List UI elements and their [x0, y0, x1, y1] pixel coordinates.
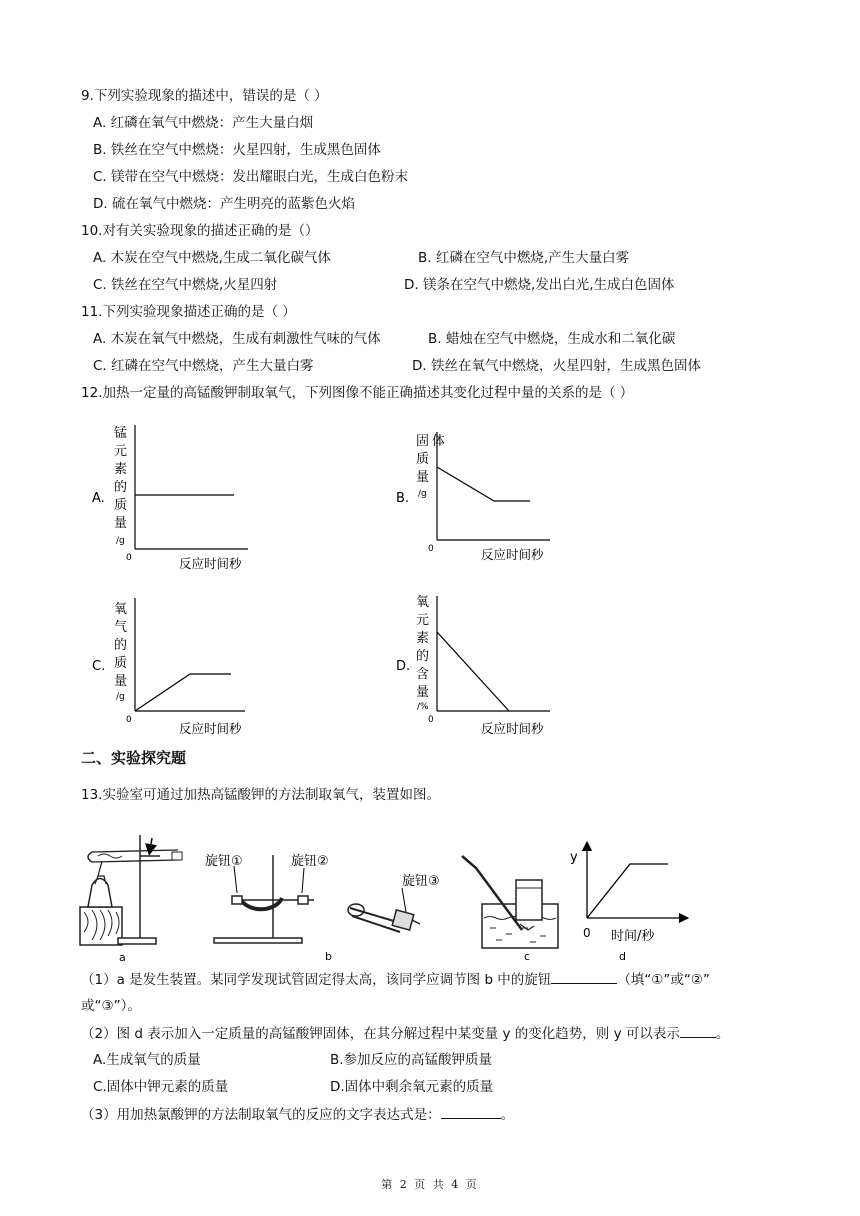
- svg-text:锰: 锰: [114, 426, 128, 441]
- knob3-label: 旋钮③: [402, 874, 440, 889]
- graph-c-ylabel: [114, 602, 127, 702]
- svg-text:/g: /g: [418, 489, 427, 499]
- graph-13d-origin: 0: [583, 926, 591, 940]
- section-title: 二、实验探究题: [81, 749, 187, 767]
- q10-option-d: D. 镁条在空气中燃烧,发出白光,生成白色固体: [404, 277, 675, 293]
- q13-stem: 13.实验室可通过加热高锰酸钾的方法制取氧气，装置如图。: [81, 787, 440, 803]
- svg-text:氧: 氧: [114, 602, 128, 617]
- q13-part1-choice: （填“①”或“②”: [617, 972, 710, 988]
- svg-text:量: 量: [114, 516, 128, 531]
- svg-text:/g: /g: [116, 692, 125, 702]
- svg-text:的: 的: [114, 480, 128, 495]
- graph-a-origin: 0: [126, 553, 132, 563]
- svg-text:量: 量: [416, 685, 430, 700]
- q13-part2-end: 。: [715, 1026, 730, 1042]
- graph-a-ylabel: [114, 426, 127, 546]
- svg-text:/g: /g: [116, 536, 125, 546]
- svg-text:量: 量: [416, 470, 430, 485]
- svg-text:氧: 氧: [416, 595, 430, 610]
- q13-option-a: A.生成氧气的质量: [93, 1052, 201, 1068]
- q10-option-a: A. 木炭在空气中燃烧,生成二氧化碳气体: [93, 250, 331, 266]
- graph-d-origin: 0: [428, 715, 434, 725]
- svg-text:质: 质: [114, 498, 128, 513]
- q12-stem: 12.加热一定量的高锰酸钾制取氧气，下列图像不能正确描述其变化过程中量的关系的是（ ）: [81, 385, 634, 401]
- q9-option-d: D. 硫在氧气中燃烧：产生明亮的蓝紫色火焰: [93, 196, 355, 212]
- answer-blank-3[interactable]: [441, 1104, 501, 1119]
- graph-d-ylabel: [416, 595, 429, 712]
- svg-text:固: 固: [416, 434, 430, 449]
- answer-blank-1[interactable]: [551, 969, 617, 984]
- q9-option-b: B. 铁丝在空气中燃烧：火星四射，生成黑色固体: [93, 142, 381, 158]
- q13-part2: [81, 1023, 729, 1044]
- q11-option-b: B. 蜡烛在空气中燃烧，生成水和二氧化碳: [428, 331, 676, 347]
- graph-b-curve: [437, 467, 530, 501]
- graph-a-xlabel: 反应时间秒: [179, 556, 242, 571]
- q9-stem: 9.下列实验现象的描述中，错误的是（ ）: [81, 88, 328, 104]
- q13-part3: [81, 1104, 514, 1125]
- q9-option-a: A. 红磷在氧气中燃烧：产生大量白烟: [93, 115, 314, 131]
- q11-option-d: D. 铁丝在氧气中燃烧，火星四射，生成黑色固体: [412, 358, 701, 374]
- apparatus-clamp: [348, 888, 420, 932]
- q9-option-c: C. 镁带在空气中燃烧：发出耀眼白光，生成白色粉末: [93, 169, 409, 185]
- q13-part1-end: 或“③”）。: [81, 998, 141, 1014]
- page-footer: 第 2 页 共 4 页: [381, 1178, 479, 1191]
- graph-c-xlabel: 反应时间秒: [179, 721, 242, 736]
- q13-part1: [81, 969, 710, 990]
- q11-stem: 11.下列实验现象描述正确的是（ ）: [81, 304, 296, 320]
- graph-d-curve: [437, 632, 509, 711]
- answer-blank-2[interactable]: [680, 1023, 716, 1038]
- graph-b-label: B.: [396, 491, 410, 506]
- apparatus-c: [462, 856, 558, 948]
- apparatus-a-label: a: [119, 951, 126, 964]
- svg-text:量: 量: [114, 674, 128, 689]
- graph-c-label: C.: [92, 659, 106, 674]
- apparatus-c-label: c: [524, 950, 531, 963]
- apparatus-b-label: b: [325, 950, 332, 963]
- graph-b-ylabel: [416, 433, 445, 499]
- svg-text:素: 素: [416, 631, 430, 646]
- graph-b-xlabel: 反应时间秒: [481, 547, 544, 562]
- svg-text:含: 含: [416, 667, 430, 682]
- graph-d: [396, 595, 550, 736]
- graph-c-origin: 0: [126, 715, 132, 725]
- graph-13d-curve: [587, 864, 668, 918]
- q13-part2-text: （2）图 d 表示加入一定质量的高锰酸钾固体，在其分解过程中某变量 y 的变化趋势，则 y 可以表示: [81, 1026, 680, 1042]
- graph-b-origin: 0: [428, 544, 434, 554]
- svg-text:素: 素: [114, 462, 128, 477]
- graph-d-xlabel: 反应时间秒: [481, 721, 544, 736]
- graph-a-label: A.: [92, 491, 105, 506]
- graph-13d: [570, 846, 684, 963]
- q11-option-c: C. 红磷在空气中燃烧，产生大量白雾: [93, 358, 314, 374]
- svg-text:体: 体: [432, 434, 446, 449]
- knob2-label: 旋钮②: [291, 854, 329, 869]
- q13-part3-text: （3）用加热氯酸钾的方法制取氧气的反应的文字表达式是：: [81, 1107, 441, 1123]
- q10-stem: 10.对有关实验现象的描述正确的是（）: [81, 223, 319, 239]
- svg-text:元: 元: [416, 613, 430, 628]
- graph-13d-xlabel: 时间/秒: [611, 929, 655, 944]
- knob1-label: 旋钮①: [205, 854, 243, 869]
- svg-text:/%: /%: [417, 702, 429, 712]
- q10-option-b: B. 红磷在空气中燃烧,产生大量白雾: [418, 250, 630, 266]
- q13-option-c: C.固体中钾元素的质量: [93, 1079, 229, 1095]
- svg-text:元: 元: [114, 444, 128, 459]
- svg-text:的: 的: [416, 649, 430, 664]
- q13-option-b: B.参加反应的高锰酸钾质量: [330, 1052, 493, 1068]
- q11-option-a: A. 木炭在氧气中燃烧，生成有刺激性气味的气体: [93, 331, 381, 347]
- apparatus-d-label: d: [619, 950, 626, 963]
- graph-c: [92, 598, 245, 736]
- graph-d-label: D.: [396, 659, 411, 674]
- svg-text:气: 气: [114, 620, 128, 635]
- q13-part1-text: （1）a 是发生装置。某同学发现试管固定得太高，该同学应调节图 b 中的旋钮: [81, 972, 552, 988]
- graph-b: [396, 432, 550, 562]
- q10-option-c: C. 铁丝在空气中燃烧,火星四射: [93, 277, 278, 293]
- svg-text:质: 质: [114, 656, 128, 671]
- apparatus-b: [214, 855, 314, 943]
- q13-part3-end: 。: [500, 1107, 515, 1123]
- graph-c-curve: [135, 674, 231, 711]
- apparatus-a: [80, 835, 182, 945]
- graph-13d-ylabel: y: [570, 850, 578, 865]
- svg-text:质: 质: [416, 452, 430, 467]
- graph-a: [92, 425, 248, 571]
- q13-option-d: D.固体中剩余氧元素的质量: [330, 1079, 494, 1095]
- svg-text:的: 的: [114, 638, 128, 653]
